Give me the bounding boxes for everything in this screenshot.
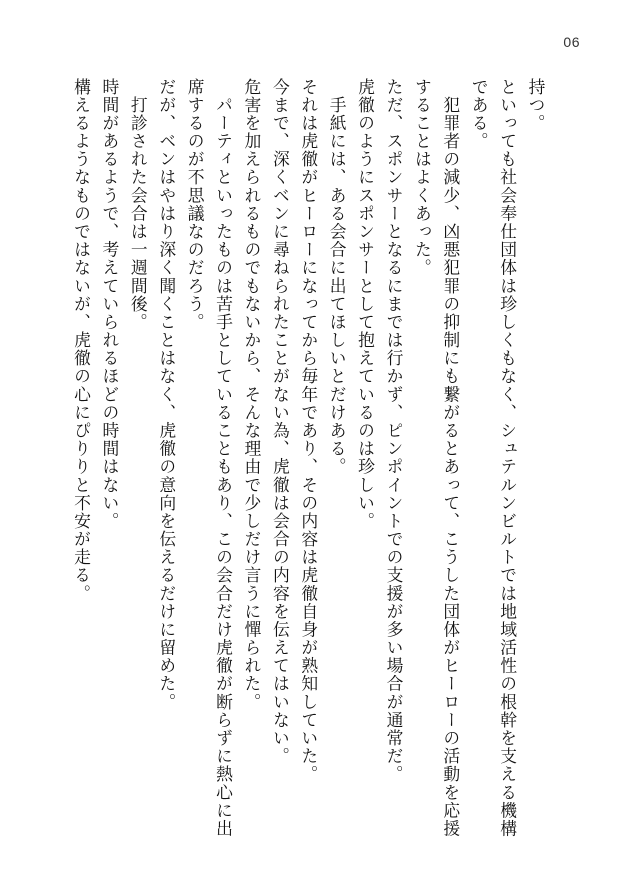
text-line: パーティといったものは苦手としていることもあり、この会合だけ虎徹が断らずに熱心に出 <box>213 78 234 838</box>
text-line: である。 <box>469 78 490 151</box>
text-line: ただ、スポンサーとなるにまでは行かず、ピンポイントでの支援が多い場合が通常だ。 <box>383 78 404 784</box>
text-line: 打診された会合は一週間後。 <box>128 78 149 332</box>
page-number: 06 <box>563 34 580 50</box>
text-line: 構えるようなものではないが、虎徹の心にぴりりと不安が走る。 <box>71 78 92 603</box>
body-text <box>67 78 550 838</box>
text-line: だが、ベンはやはり深く聞くことはなく、虎徹の意向を伝えるだけに留めた。 <box>156 78 177 712</box>
text-line: 持つ。 <box>526 78 546 133</box>
text-line: することはよくあった。 <box>412 78 433 277</box>
text-line: 今まで、深くベンに尋ねられたことがない為、虎徹は会合の内容を伝えてはいない。 <box>270 78 291 766</box>
text-line: 時間があるようで、考えていられるほどの時間はない。 <box>99 78 120 531</box>
text-line: それは虎徹がヒーローになってから毎年であり、その内容は虎徹自身が熟知していた。 <box>298 78 319 784</box>
text-line: といっても社会奉仕団体は珍しくもなく、シュテルンビルトでは地域活性の根幹を支える機構 <box>497 78 518 838</box>
text-line: 虎徹のようにスポンサーとして抱えているのは珍しい。 <box>355 78 376 531</box>
text-line: 席するのが不思議なのだろう。 <box>185 78 206 332</box>
text-line: 犯罪者の減少、凶悪犯罪の抑制にも繋がるとあって、こうした団体がヒーローの活動を応援 <box>440 78 461 838</box>
text-line: 危害を加えられるものでもないから、そんな理由で少しだけ言うに憚られた。 <box>241 78 262 712</box>
text-line: 手紙には、ある会合に出てほしいとだけある。 <box>327 78 348 476</box>
